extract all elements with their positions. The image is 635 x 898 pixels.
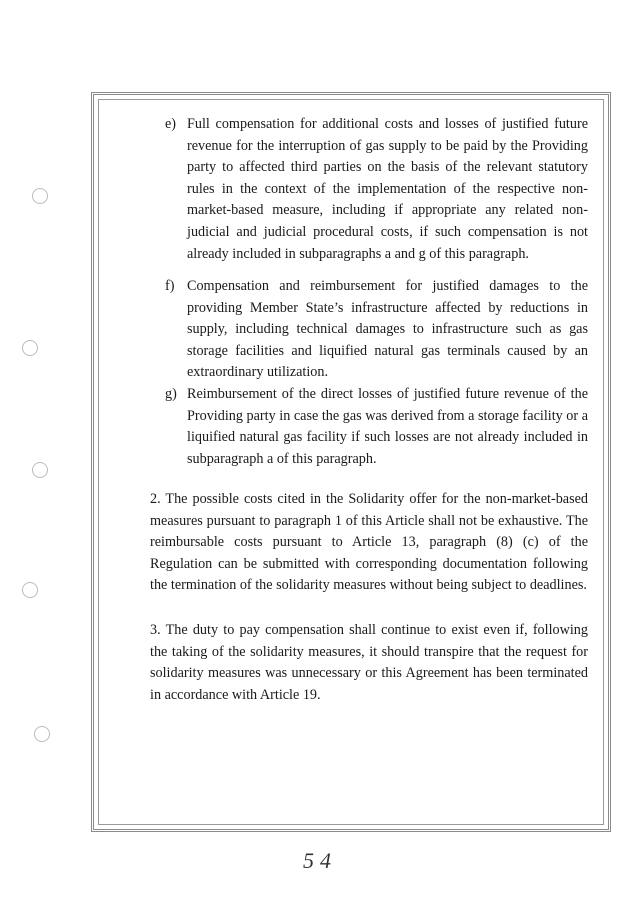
item-text: Full compensation for additional costs and losses of justified future revenue for the interruption of gas supply to be paid by the Providing party to affected third parties on the basis of the relevant statutory rules in the context of the implementation of the respective non-market-based measure, including if appropriate any related non-judicial and judicial procedural costs, if such compensation is not already included in subparagraphs a and g of this paragraph. bbox=[187, 116, 588, 262]
item-label: e) bbox=[165, 116, 177, 132]
punch-hole-mark bbox=[22, 582, 38, 598]
list-item-g bbox=[165, 384, 588, 470]
paragraph-3: 3. The duty to pay compensation shall continue to exist even if, following the taking of the solidarity measures, it should transpire that the request for solidarity measures was unnecessary or this Agreement has been terminated in accordance with Article 19. bbox=[150, 622, 588, 703]
page-number: 54 bbox=[303, 848, 337, 873]
paragraph-2: 2. The possible costs cited in the Solidarity offer for the non-market-based measures pursuant to paragraph 1 of this Article shall not be exhaustive. The reimbursable costs pursuant to Article 13, paragraph (8) (c) of the Regulation can be submitted with corresponding documentation following the termination of the solidarity measures without being subject to deadlines. bbox=[150, 491, 588, 594]
item-label: f) bbox=[165, 278, 175, 294]
punch-hole-mark bbox=[32, 462, 48, 478]
punch-hole-mark bbox=[32, 188, 48, 204]
item-text: Compensation and reimbursement for justified damages to the providing Member State’s infrastructure affected by reductions in supply, including technical damages to infrastructure such as gas storage facilities and liquified natural gas terminals caused by an extraordinary utilization. bbox=[187, 278, 588, 381]
item-text: Reimbursement of the direct losses of justified future revenue of the Providing party in case the gas was derived from a storage facility or a liquified natural gas facility if such losses are not already included in subparagraph a of this paragraph. bbox=[187, 386, 588, 467]
list-item-f bbox=[165, 276, 588, 384]
list-item-e bbox=[165, 114, 588, 265]
punch-hole-mark bbox=[34, 726, 50, 742]
item-label: g) bbox=[165, 386, 177, 402]
punch-hole-mark bbox=[22, 340, 38, 356]
